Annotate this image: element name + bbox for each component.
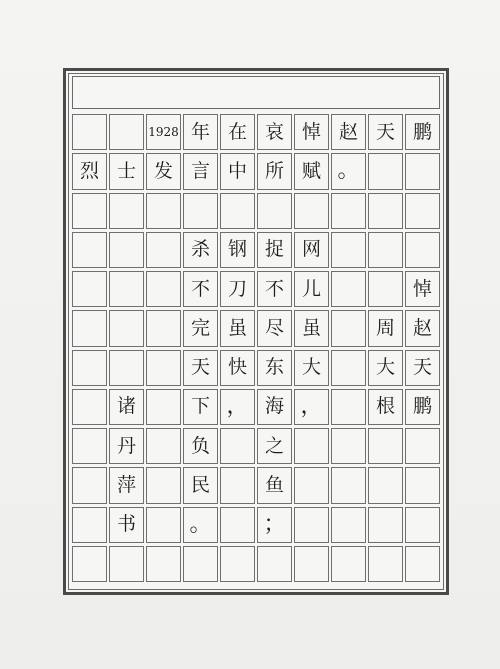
grid-cell [109, 350, 144, 386]
grid-cell [72, 310, 107, 346]
grid-cell: 。 [331, 153, 366, 189]
grid-cell: 天 [183, 350, 218, 386]
grid-cell [368, 232, 403, 268]
grid-cell: 天 [405, 350, 440, 386]
grid-cell [331, 467, 366, 503]
grid-cell [109, 310, 144, 346]
grid-cell: 赋 [294, 153, 329, 189]
grid-cell [146, 350, 181, 386]
grid-cell: 哀 [257, 114, 292, 150]
grid-cell: 鹏 [405, 389, 440, 425]
grid-cell: 悼 [405, 271, 440, 307]
grid-cell: ， [294, 389, 329, 425]
grid-cell [331, 350, 366, 386]
grid-cell [72, 114, 107, 150]
grid-cell [368, 467, 403, 503]
grid-cell: 不 [183, 271, 218, 307]
grid-cell [368, 193, 403, 229]
grid-cell: 发 [146, 153, 181, 189]
grid-cell [294, 507, 329, 543]
grid-cell: 1928 [146, 114, 181, 150]
grid-cell: 天 [368, 114, 403, 150]
grid-cell [146, 507, 181, 543]
grid-cell [146, 310, 181, 346]
grid-cell: 大 [294, 350, 329, 386]
grid-cell: 鹏 [405, 114, 440, 150]
grid-cell: 大 [368, 350, 403, 386]
grid-cell [405, 467, 440, 503]
grid-cell: 刀 [220, 271, 255, 307]
grid-cell: 悼 [294, 114, 329, 150]
grid-cell [109, 193, 144, 229]
grid-cell [405, 232, 440, 268]
grid-cell: 海 [257, 389, 292, 425]
grid-cell [368, 271, 403, 307]
grid-cell [146, 428, 181, 464]
grid-cell: ， [220, 389, 255, 425]
grid-cell [146, 232, 181, 268]
grid-cell: 钢 [220, 232, 255, 268]
grid-cell: 完 [183, 310, 218, 346]
grid-cell [183, 546, 218, 582]
grid-cell: 网 [294, 232, 329, 268]
grid-cell: 所 [257, 153, 292, 189]
grid-cell: 之 [257, 428, 292, 464]
title-strip [72, 76, 440, 109]
grid-cell [109, 546, 144, 582]
grid-cell [72, 350, 107, 386]
grid-cell: 萍 [109, 467, 144, 503]
grid-cell [294, 467, 329, 503]
grid-cell [146, 271, 181, 307]
grid-cell: 虽 [220, 310, 255, 346]
grid-cell [146, 467, 181, 503]
grid-cell [405, 193, 440, 229]
grid-cell [72, 428, 107, 464]
grid-cell [72, 193, 107, 229]
grid-cell [331, 232, 366, 268]
grid-cell [405, 507, 440, 543]
grid-cell [294, 546, 329, 582]
grid-cell: 中 [220, 153, 255, 189]
grid-cell [220, 507, 255, 543]
grid-cell: 丹 [109, 428, 144, 464]
grid-cell [294, 428, 329, 464]
grid-cell: 士 [109, 153, 144, 189]
grid-cell [257, 546, 292, 582]
grid-cell [257, 193, 292, 229]
grid-cell [109, 114, 144, 150]
grid-cell: 尽 [257, 310, 292, 346]
grid-cell: 不 [257, 271, 292, 307]
grid-cell [72, 507, 107, 543]
grid-cell: 烈 [72, 153, 107, 189]
grid-cell [109, 271, 144, 307]
grid-cell [72, 271, 107, 307]
grid-cell [331, 389, 366, 425]
grid-cell [331, 193, 366, 229]
grid-cell [220, 546, 255, 582]
grid-cell [368, 428, 403, 464]
grid-cell: ； [257, 507, 292, 543]
grid-cell: 。 [183, 507, 218, 543]
grid-cell: 年 [183, 114, 218, 150]
grid-cell: 根 [368, 389, 403, 425]
grid-cell [331, 546, 366, 582]
grid-cell: 民 [183, 467, 218, 503]
grid-cell [368, 153, 403, 189]
grid-cell: 东 [257, 350, 292, 386]
grid-cell: 诸 [109, 389, 144, 425]
grid-cell [368, 507, 403, 543]
grid-cell: 下 [183, 389, 218, 425]
grid-cell [331, 310, 366, 346]
grid-cell [72, 389, 107, 425]
grid-cell: 快 [220, 350, 255, 386]
grid-cell: 杀 [183, 232, 218, 268]
writing-grid [72, 114, 440, 582]
grid-cell: 捉 [257, 232, 292, 268]
grid-cell [331, 507, 366, 543]
grid-cell [183, 193, 218, 229]
grid-cell [72, 467, 107, 503]
grid-cell [331, 428, 366, 464]
grid-cell: 虽 [294, 310, 329, 346]
grid-cell: 周 [368, 310, 403, 346]
grid-cell [405, 153, 440, 189]
grid-cell [368, 546, 403, 582]
grid-cell: 书 [109, 507, 144, 543]
grid-cell: 赵 [405, 310, 440, 346]
grid-cell [146, 193, 181, 229]
grid-cell [146, 546, 181, 582]
grid-cell [72, 232, 107, 268]
grid-cell [146, 389, 181, 425]
grid-cell [72, 546, 107, 582]
grid-cell: 在 [220, 114, 255, 150]
grid-cell [405, 546, 440, 582]
grid-cell: 言 [183, 153, 218, 189]
grid-cell [331, 271, 366, 307]
grid-cell [220, 193, 255, 229]
grid-cell: 赵 [331, 114, 366, 150]
grid-cell: 负 [183, 428, 218, 464]
grid-cell [294, 193, 329, 229]
grid-cell [220, 428, 255, 464]
grid-cell [405, 428, 440, 464]
grid-cell [220, 467, 255, 503]
grid-cell: 鱼 [257, 467, 292, 503]
grid-cell [109, 232, 144, 268]
grid-cell: 儿 [294, 271, 329, 307]
